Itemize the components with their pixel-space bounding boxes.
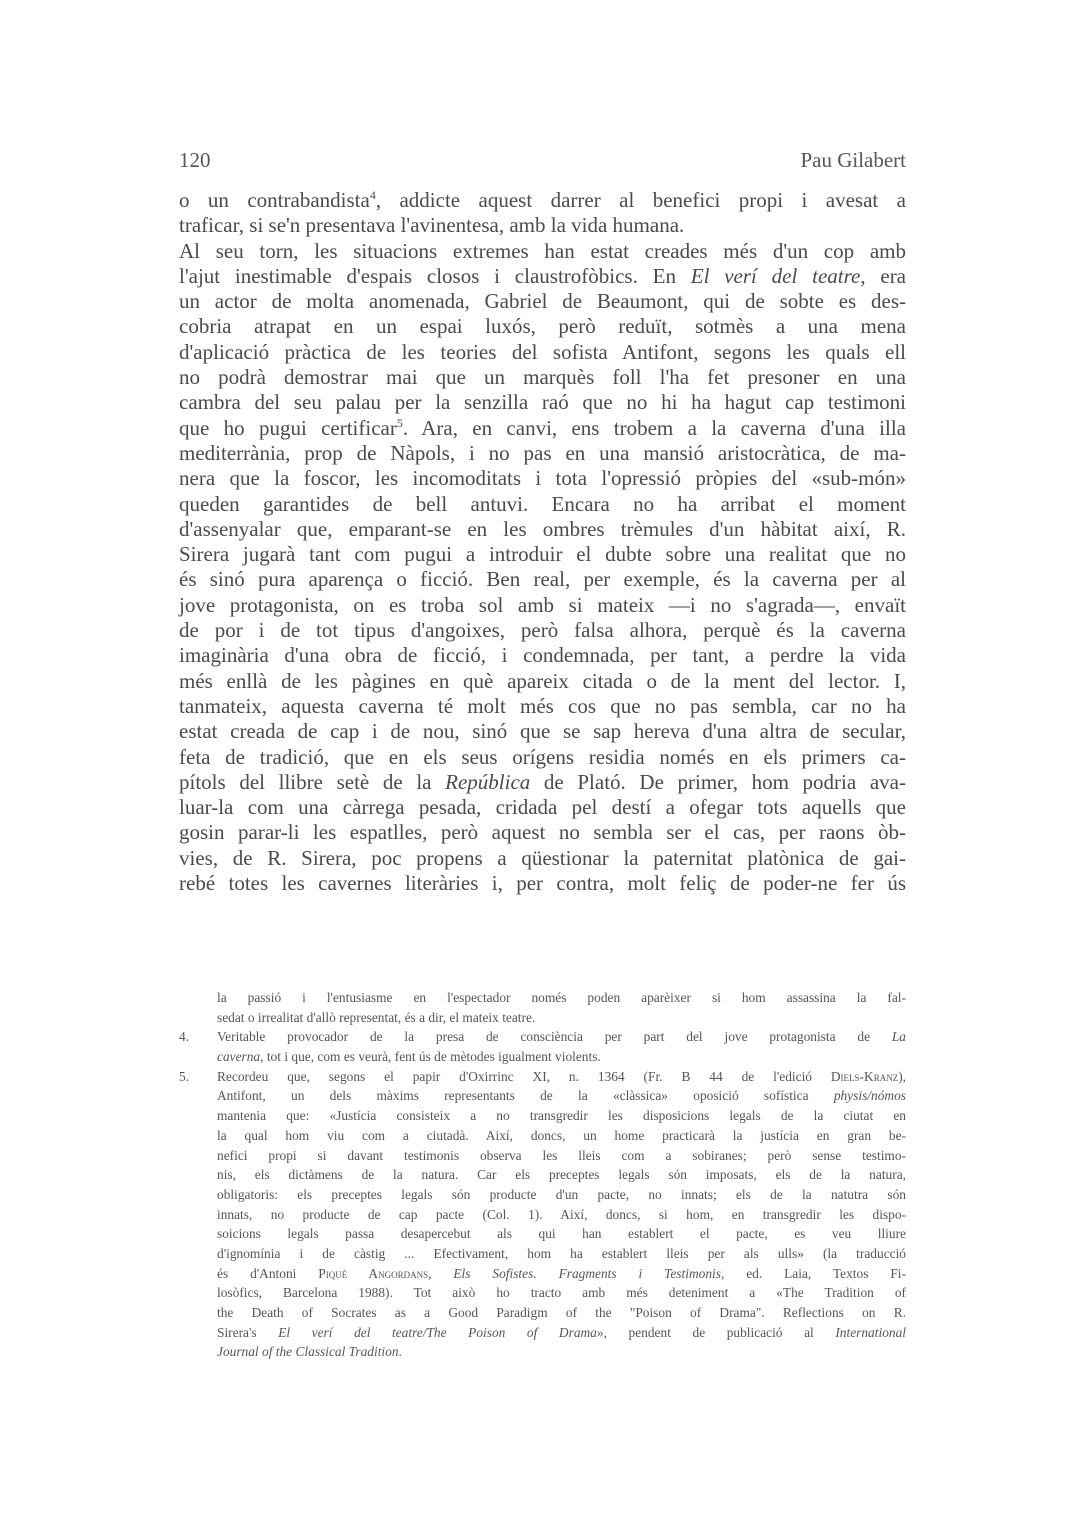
- text-line: tanmateix, aquesta caverna té molt més cos que no pas sembla, car no ha: [179, 693, 906, 718]
- body-text: [179, 188, 906, 896]
- text-line: Al seu torn, les situacions extremes han estat creades més d'un cop amb: [179, 238, 906, 263]
- footnotes: [179, 988, 906, 1362]
- text-line: vies, de R. Sirera, poc propens a qüestionar la paternitat platònica de gai-: [179, 845, 906, 870]
- text-line: mediterrània, prop de Nàpols, i no pas en una mansió aristocràtica, de ma-: [179, 440, 906, 465]
- footnote-line: soicions legals passa desapercebut als qui han establert el pacte, es veu lliure: [217, 1226, 906, 1242]
- text-line: feta de tradició, que en els seus orígens residia només en els primers ca-: [179, 744, 906, 769]
- footnote-line: Journal of the Classical Tradition.: [217, 1344, 402, 1360]
- footnote-line: the Death of Socrates as a Good Paradigm of the "Poison of Drama". Reflections on R.: [217, 1305, 906, 1320]
- text-line: d'assenyalar que, emparant-se en les ombres trèmules d'un hàbitat així, R.: [179, 516, 906, 541]
- footnote-number: 4.: [179, 1029, 190, 1045]
- text-line: nera que la foscor, les incomoditats i tota l'opressió pròpies del «sub-món»: [179, 466, 906, 491]
- footnote-ref-4: 4: [369, 188, 376, 202]
- text-line: queden garantides de bell antuvi. Encara no ha arribat el moment: [179, 491, 906, 516]
- footnote-line: losòfics, Barcelona 1988). Tot això ho tracto amb més deteniment a «The Tradition of: [217, 1285, 906, 1301]
- text-line: cambra del seu palau per la senzilla raó que no hi ha hagut cap testimoni: [179, 390, 906, 415]
- footnote-line: d'ignomínia i de càstig ... Efectivament, hom ha establert lleis per als ulls» (la traducció: [217, 1245, 906, 1261]
- text-line: l'ajut inestimable d'espais closos i claustrofòbics. En El verí del teatre, era: [179, 263, 907, 288]
- text-line: jove protagonista, on es troba sol amb si mateix —i no s'agrada—, envaït: [179, 592, 906, 617]
- footnote-line: Sirera's El verí del teatre/The Poison of Drama», pendent de publicació al International: [217, 1324, 906, 1340]
- text-line: imaginària d'una obra de ficció, i condemnada, per tant, a perdre la vida: [179, 643, 906, 668]
- page-header: [179, 148, 906, 176]
- text-line: luar-la com una càrrega pesada, cridada pel destí a ofegar tots aquells que: [179, 795, 906, 820]
- text-line: gosin parar-li les espatlles, però aquest no sembla ser el cas, per raons òb-: [179, 820, 906, 845]
- footnote-5: 5. Recordeu que, segons el papir d'Oxirrinc XI, n. 1364 (Fr. B 44 de l'edició Diels-Kranz),: [179, 1067, 906, 1087]
- page-number: 120: [179, 148, 211, 172]
- footnote-line: obligatoris: els preceptes legals són producte d'un pacte, no innats; els de la natutra són: [217, 1186, 906, 1202]
- text-line: cobria atrapat en un espai luxós, però reduït, sotmès a una mena: [179, 314, 906, 339]
- footnote-line: caverna, tot i que, com es veurà, fent ús de mètodes igualment violents.: [217, 1049, 601, 1065]
- text-line: rebé totes les cavernes literàries i, per contra, molt feliç de poder-ne fer ús: [179, 871, 906, 896]
- footnote-line: la passió i l'entusiasme en l'espectador només poden aparèixer si hom assassina la fal-: [217, 990, 906, 1005]
- footnote-line: Antifont, un dels màxims representants de la «clàssica» oposició sofística physis/nómos: [217, 1088, 906, 1104]
- footnote-line: nefici propi si davant testimonis observa les lleis com a sobiranes; però sense testimo-: [217, 1147, 906, 1163]
- footnote-line: és d'Antoni Piqué Angordans, Els Sofistes. Fragments i Testimonis, ed. Laia, Textos Fi-: [217, 1265, 906, 1281]
- work-title: El verí del teatre: [690, 263, 861, 288]
- text-line: de por i de tot tipus d'angoixes, però falsa alhora, perquè és la caverna: [179, 618, 906, 643]
- text-line: d'aplicació pràctica de les teories del sofista Antifont, segons les quals ell: [179, 339, 906, 364]
- running-head: Pau Gilabert: [800, 148, 906, 172]
- text-line: és sinó pura aparença o ficció. Ben real, per exemple, és la caverna per al: [179, 567, 906, 592]
- footnote-4: 4. Veritable provocador de la presa de consciència per part del jove protagonista de La: [179, 1027, 906, 1047]
- text-line: o un contrabandista$^4$, addicte aquest darrer al benefici propi i avesat a: [179, 188, 907, 212]
- footnote-line: sedat o irrealitat d'allò representat, és a dir, el mateix teatre.: [217, 1009, 536, 1025]
- text-line: traficar, si se'n presentava l'avinentesa, amb la vida humana.: [179, 213, 685, 238]
- footnote-line: la qual hom viu com a ciutadà. Així, doncs, un home practicarà la justícia en gran be-: [217, 1127, 906, 1143]
- footnote-line: innats, no producte de cap pacte (Col. 1). Així, doncs, si hom, en transgredir les dispo-: [217, 1206, 906, 1222]
- work-title: República: [445, 769, 531, 794]
- footnote-line: mantenia que: «Justícia consisteix a no transgredir les disposicions legals de la ciutat en: [217, 1108, 906, 1124]
- text-line: pítols del llibre setè de la República de Plató. De primer, hom podria ava-: [179, 769, 906, 794]
- text-line: un actor de molta anomenada, Gabriel de Beaumont, qui de sobte es des-: [179, 289, 906, 314]
- footnote-ref-5: 5: [396, 415, 403, 430]
- footnote-number: 5.: [179, 1068, 190, 1084]
- footnote-line: nis, els dictàmens de la natura. Car els preceptes legals són imposats, els de la natura,: [217, 1167, 906, 1183]
- text-line: que ho pugui certificar$^5$. Ara, en canvi, ens trobem a la caverna d'una illa: [179, 415, 906, 440]
- text-line: no podrà demostrar mai que un marquès foll l'ha fet presoner en una: [179, 365, 906, 390]
- text-line: més enllà de les pàgines en què apareix citada o de la ment del lector. I,: [179, 668, 906, 693]
- text-line: Sirera jugarà tant com pugui a introduir el dubte sobre una realitat que no: [179, 542, 906, 567]
- text-line: estat creada de cap i de nou, sinó que se sap hereva d'una altra de secular,: [179, 719, 906, 744]
